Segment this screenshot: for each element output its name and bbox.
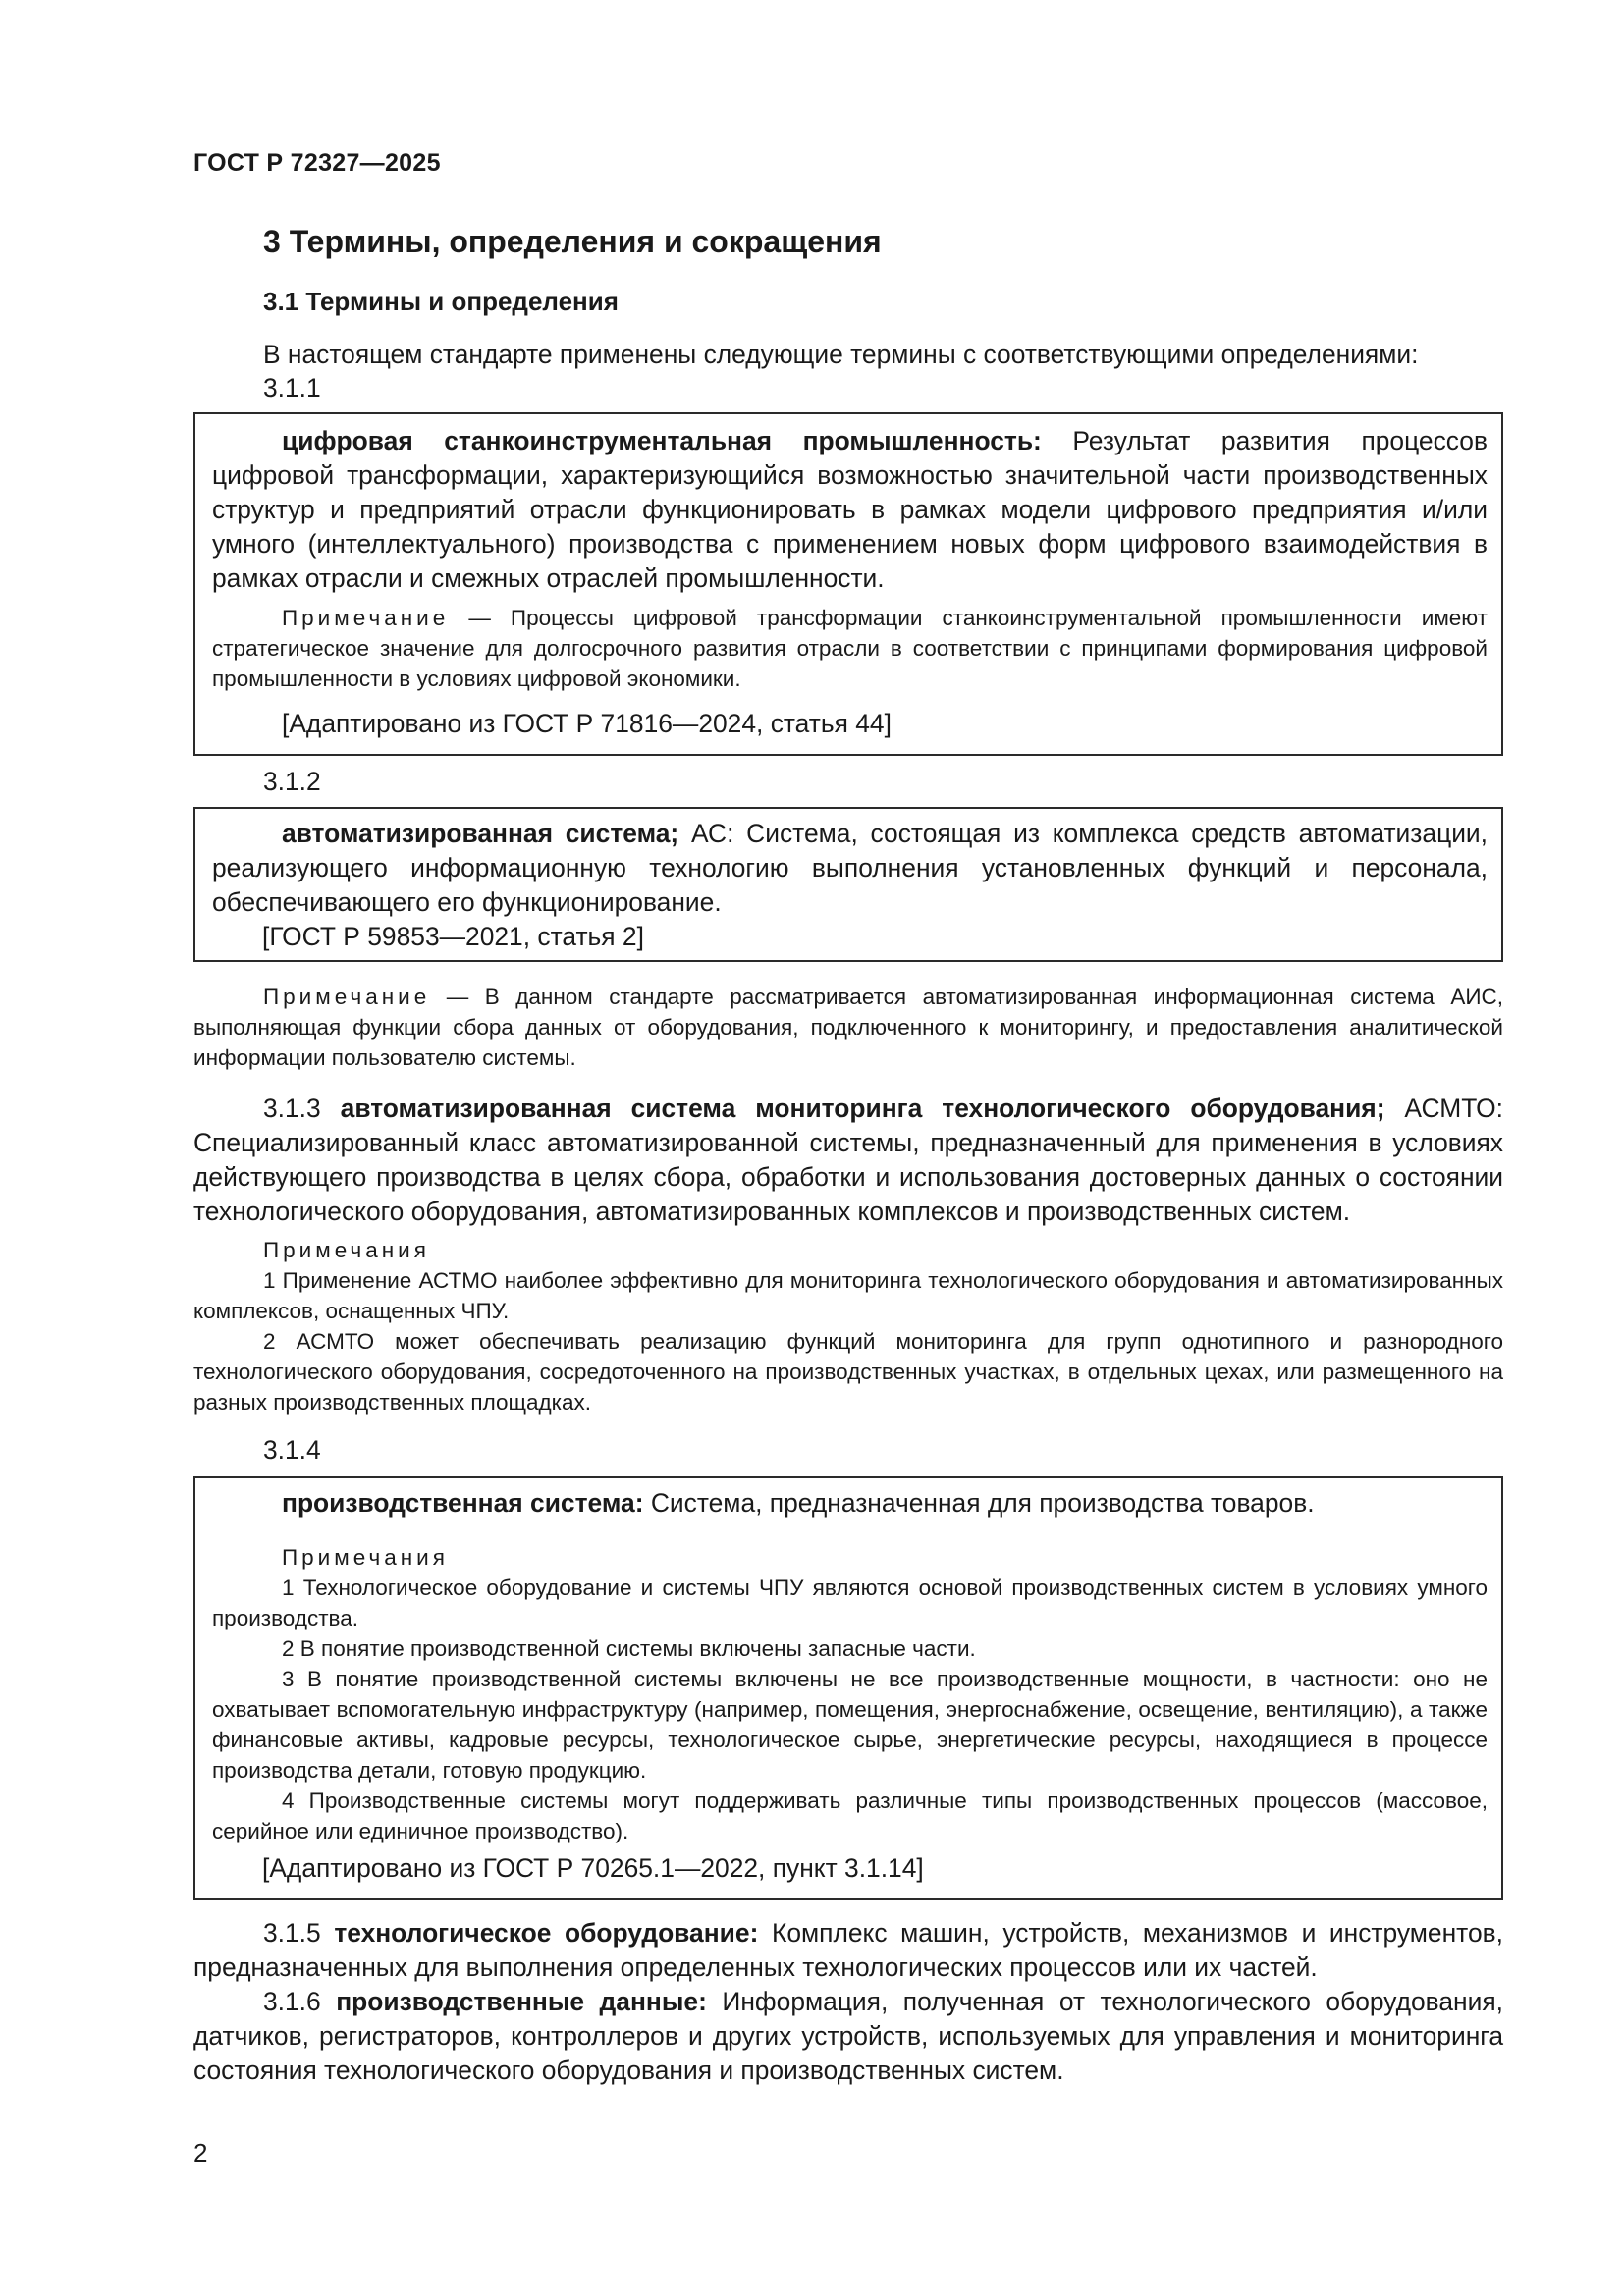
section-title: 3 Термины, определения и сокращения [263,224,882,259]
note-text: — В данном стандарте рассматривается автоматизированная информационная система АИС, выполняющая функции сбора данных от оборудования, подключенного к мониторингу, и предоставления аналитической информации пользователю системы. [193,985,1503,1070]
term-box-3-1-1 [193,412,1503,756]
subsection-title: 3.1 Термины и определения [263,287,619,316]
term-definition-3-1-4 [212,1486,1488,1521]
notes-label-3-1-4: Примечания [282,1545,449,1570]
term-definition-text: Комплекс машин, устройств, механизмов и инструментов, предназначенных для выполнения определенных технологических процессов или их частей. [193,1918,1503,1982]
note-label: Примечание [282,606,450,630]
term-number-3-1-4: 3.1.4 [263,1435,321,1465]
term-note-3-1-1 [212,603,1488,694]
term-name: автоматизированная система мониторинга технологического оборудования; [340,1094,1385,1123]
term-3-1-6 [193,1985,1503,2088]
term-definition-3-1-2 [212,817,1488,920]
document-code: ГОСТ Р 72327—2025 [193,149,441,177]
note-text: — Процессы цифровой трансформации станкоинструментальной промышленности имеют стратегическое значение для долгосрочного развития отрасли в соответствии с принципами формирования цифровой промышленности в условиях цифровой экономики. [212,606,1488,691]
term-name: производственная система: [282,1488,644,1518]
note-item-3-1-4-2: 2 В понятие производственной системы включены запасные части. [282,1636,976,1661]
note-label: Примечание [263,985,431,1009]
term-name: цифровая станкоинструментальная промышленность: [282,426,1042,455]
term-source-3-1-2: [ГОСТ Р 59853—2021, статья 2] [262,922,644,951]
note-item-3-1-4-3: 3 В понятие производственной системы включены не все производственные мощности, в частности: оно не охватывает вспомогательную инфраструктуру (например, помещения, энергоснабжение, освещение, вентиляцию), а также финансовые активы, кадровые ресурсы, технологическое сырье, энергетические ресурсы, находящиеся в процессе производства детали, готовую продукцию. [212,1667,1488,1783]
term-name: автоматизированная система; [282,819,679,848]
term-source-3-1-4: [Адаптировано из ГОСТ Р 70265.1—2022, пункт 3.1.14] [262,1853,924,1883]
term-number: 3.1.6 [263,1987,321,2016]
page-number: 2 [193,2138,208,2167]
term-number-3-1-2: 3.1.2 [263,767,321,796]
term-name: технологическое оборудование: [334,1918,759,1948]
term-definition-3-1-1 [212,424,1488,596]
term-definition-text: Система, предназначенная для производства товаров. [643,1488,1315,1518]
note-item-3-1-4-1: 1 Технологическое оборудование и системы ЧПУ являются основой производственных систем в условиях умного производства. [212,1575,1488,1630]
term-definition-text: Информация, полученная от технологического оборудования, датчиков, регистраторов, контроллеров и других устройств, используемых для управления и мониторинга состояния технологического оборудования и производственных систем. [193,1987,1503,2085]
term-definition-text: Результат развития процессов цифровой трансформации, характеризующийся возможностью значительной части производственных структур и предприятий отрасли функционировать в рамках модели цифрового предприятия и/или умного (интеллектуального) производства с применением новых форм цифрового взаимодействия в рамках отрасли и смежных отраслей промышленности. [212,426,1488,593]
intro-paragraph: В настоящем стандарте применены следующие термины с соответствующими определениями: [263,340,1419,369]
term-box-3-1-4 [193,1476,1503,1900]
term-definition-text: АСМТО: Специализированный класс автоматизированной системы, предназначенный для применения в условиях действующего производства в целях сбора, обработки и использования достоверных данных о состоянии технологического оборудования, автоматизированных комплексов и производственных систем. [193,1094,1503,1226]
term-note-3-1-2 [193,982,1503,1073]
note-item-3-1-3-2: 2 АСМТО может обеспечивать реализацию функций мониторинга для групп однотипного и разнородного технологического оборудования, сосредоточенного на производственных участках, в отдельных цехах, или размещенного на разных производственных площадках. [193,1329,1503,1415]
term-3-1-5 [193,1916,1503,1985]
note-item-3-1-3-1: 1 Применение АСТМО наиболее эффективно для мониторинга технологического оборудования и автоматизированных комплексов, оснащенных ЧПУ. [193,1268,1503,1323]
term-3-1-3 [193,1092,1503,1229]
term-source-3-1-1: [Адаптировано из ГОСТ Р 71816—2024, статья 44] [282,709,892,738]
notes-label-3-1-3: Примечания [263,1238,430,1262]
term-name: производственные данные: [336,1987,707,2016]
term-definition-text: АС: Система, состоящая из комплекса средств автоматизации, реализующего информационную технологию выполнения установленных функций и персонала, обеспечивающего его функционирование. [212,819,1489,917]
term-box-3-1-2 [193,807,1503,962]
note-item-3-1-4-4: 4 Производственные системы могут поддерживать различные типы производственных процессов (массовое, серийное или единичное производство). [212,1789,1488,1843]
term-number-3-1-1: 3.1.1 [263,373,321,402]
term-number: 3.1.3 [263,1094,321,1123]
term-number: 3.1.5 [263,1918,321,1948]
